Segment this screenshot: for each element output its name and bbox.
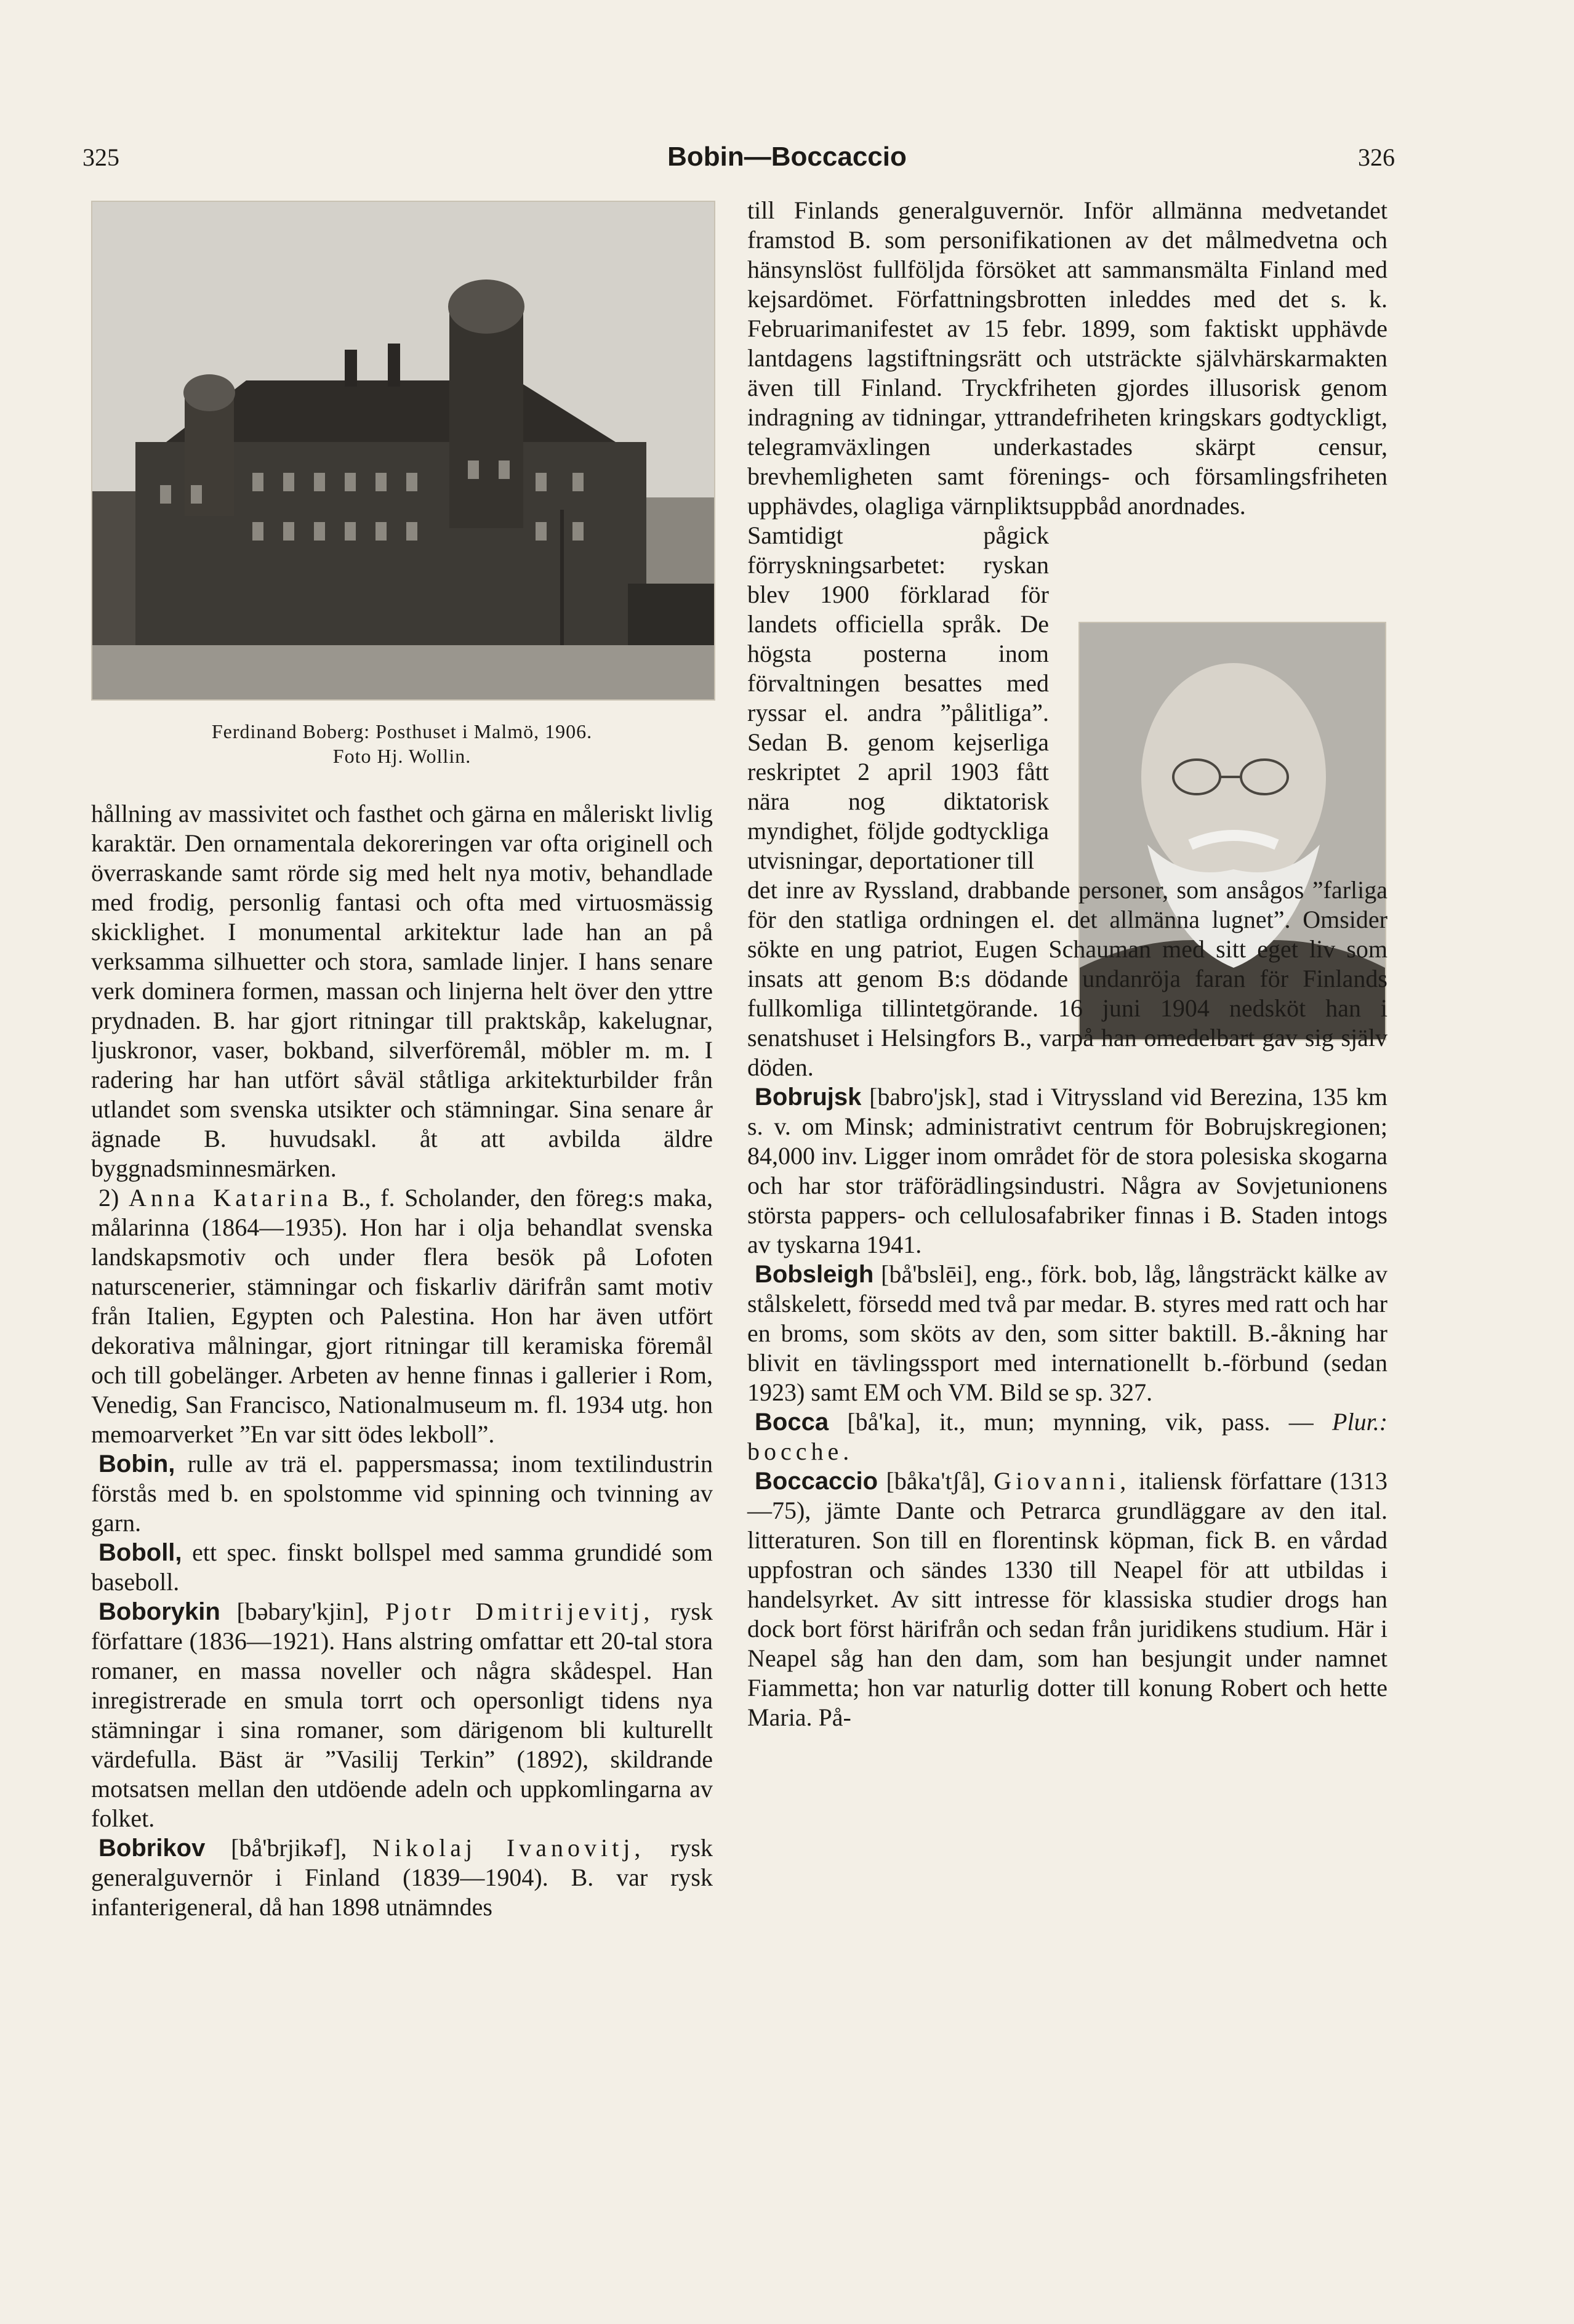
headword: Bocca xyxy=(755,1409,829,1436)
headword: Bobsleigh xyxy=(755,1261,874,1288)
plural-label: Plur.: xyxy=(1332,1408,1388,1436)
entry-boccaccio xyxy=(747,1466,1387,1732)
entry-text: B., f. Scholander, den föreg:s maka, målarinna (1864—1935). Hon har i olja behandlat svenska landskapsmotiv och under flera besök på Lofoten naturscenerier, stämningar och fiskarliv därifrån samt motiv från Italien, Egypten och Palestina. Hon har även utfört dekorativa målningar, gjort ritningar till keramiska föremål och till gobelänger. Arbeten av henne finnas i gallerier i Rom, Venedig, San Francisco, Nationalmuseum m. fl. 1934 utg. hon memoarverket ”En var sitt ödes lekboll”. xyxy=(91,1184,713,1448)
headword: Boborykin xyxy=(98,1598,220,1625)
bobrikov-continuation: till Finlands generalguvernör. Inför allmänna medvetandet framstod B. som personifikationen av det målmedvetna och hänsynslöst fullföljda försöket att sammansmälta Finland med kejsardömet. Författningsbrotten inleddes med det s. k. Februarimanifestet av 15 febr. 1899, som faktiskt upphävde lantdagens lagstiftningsrätt och utsträckte självhärskarmakten även till Finland. Tryckfriheten gjordes illusorisk genom indragning av tidningar, yttrandefriheten kringskars godtyckligt, telegramväxlingen underkastades skärpt censur, brevhemligheten samt förenings- och församlingsfriheten upphävdes, olagliga värnpliktsuppbåd anordnades. xyxy=(747,196,1387,520)
pronunciation: [bå'brjikəf], xyxy=(231,1834,347,1862)
entry-text: [babro'jsk], stad i Vitryssland vid Berezina, 135 km s. v. om Minsk; administrativt centrum för Bobrujskregionen; 84,000 inv. Ligger inom området för de stora polesiska skogarna och har stor träförädlingsindustri. Några av Sovjetunionens största pappers- och cellulosafabriker finnas i B. Staden intogs av tyskarna 1941. xyxy=(747,1083,1388,1258)
entry-text: rysk generalguvernör i Finland (1839—1904). B. var rysk infanterigeneral, då han 1898 utnämndes xyxy=(91,1834,713,1921)
entry-name: Giovanni, xyxy=(994,1467,1131,1495)
page-number-left: 325 xyxy=(82,143,119,171)
bobrikov-beside-portrait: Samtidigt pågick förryskningsarbetet: ryskan blev 1900 förklarad för landets officiella språk. De högsta posterna inom förvaltningen besattes med ryssar el. andra ”pålitliga”. Sedan B. genom kejserliga reskriptet 2 april 1903 fått nära nog diktatorisk myndighet, följde godtyckliga utvisningar, deportationer till xyxy=(747,521,1049,874)
plural-word: bocche. xyxy=(747,1437,854,1465)
headword: Bobin, xyxy=(98,1450,175,1478)
pronunciation: [båka'tʃå], xyxy=(886,1467,986,1495)
headword: Bobrikov xyxy=(98,1835,206,1862)
entry-name: Nikolaj Ivanovitj, xyxy=(372,1834,645,1862)
page-title: Bobin—Boccaccio xyxy=(667,142,907,172)
entry-bobrujsk xyxy=(747,1082,1387,1260)
entry-number: 2) xyxy=(98,1184,119,1212)
building-caption-line2: Foto Hj. Wollin. xyxy=(332,745,472,767)
entry-boboll xyxy=(91,1538,713,1597)
bobrikov-end: det inre av Ryssland, drabbande personer, som ansågos ”farliga för den statliga ordningen el. det allmänna lugnet”. Omsider sökte en ung patriot, Eugen Schauman med sitt eget liv som insats att genom B:s dödande undanröja faran för Finlands fullkomliga tillintetgörande. 16 juni 1904 nedsköt han i senatshuset i Helsingfors B., varpå han omedelbart gav sig själv döden. xyxy=(747,876,1387,1081)
left-column xyxy=(91,799,713,1922)
entry-text: rysk författare (1836—1921). Hans alstring omfattar ett 20-tal stora romaner, en massa noveller och några skådespel. Han inregistrerade en smula torrt och opersonligt tidens nya stämningar i sina romaner, som därigenom bli kulturellt värdefulla. Bäst är ”Vasilij Terkin” (1892), skildrande motsatsen mellan den utdöende adeln och uppkomlingarna av folket. xyxy=(91,1598,713,1832)
building-photo xyxy=(91,201,715,701)
headword: Boboll, xyxy=(98,1539,182,1566)
entry-bobrikov xyxy=(91,1833,713,1922)
entry-text: ett spec. finskt bollspel med samma grundidé som baseboll. xyxy=(91,1538,713,1596)
entry-bobin xyxy=(91,1449,713,1538)
entry-text: rulle av trä el. pappersmassa; inom textilindustrin förstås med b. en spolstomme vid spinning och tvinning av garn. xyxy=(91,1450,713,1537)
entry-boborykin xyxy=(91,1597,713,1833)
entry-text: [bå'bslēi], eng., förk. bob, låg, långsträckt kälke av stålskelett, försedd med två par medar. B. styres med ratt och har en broms, som sköts av den, som sitter baktill. B.-åkning har blivit en tävlingssport med internationellt b.-förbund (sedan 1923) samt EM och VM. Bild se sp. 327. xyxy=(747,1260,1387,1406)
entry-bocca xyxy=(747,1407,1387,1466)
entry-anna-boberg xyxy=(91,1183,713,1449)
building-caption xyxy=(91,719,713,768)
headword: Bobrujsk xyxy=(755,1084,862,1111)
entry-name: Anna Katarina xyxy=(129,1184,333,1212)
headword: Boccaccio xyxy=(755,1468,878,1495)
entry-bobsleigh xyxy=(747,1260,1387,1407)
entry-text: italiensk författare (1313—75), jämte Dante och Petrarca grundläggare av den ital. litteraturen. Son till en florentinsk köpman, fick B. en vårdad uppfostran och sändes 1330 till Neapel för att utbildas i handelsyrket. Av sitt intresse för klassiska studier drogs han dock bort först härifrån och sedan från juridikens studium. Här i Neapel såg han den dam, som han besjungit under namnet Fiammetta; hon var naturlig dotter till konung Robert och hette Maria. På- xyxy=(747,1467,1388,1731)
building-caption-line1: Ferdinand Boberg: Posthuset i Malmö, 1906. xyxy=(211,720,593,742)
right-column xyxy=(747,196,1387,1732)
boberg-continuation: hållning av massivitet och fasthet och gärna en måleriskt livlig karaktär. Den ornamentala dekoreringen var ofta originell och överraskande samt rörde sig med helt nya motiv, behandlade med frodig, personlig fantasi och ofta med virtuosmässig skicklighet. I monumental arkitektur lade han an på verksamma silhuetter och stora, samlade linjer. I hans senare verk dominera formen, massan och linjerna helt över den yttre prydnaden. B. har gjort ritningar till praktskåp, kakelugnar, ljuskronor, vaser, bokband, silverföremål, möbler m. m. I radering har han utfört såväl ståtliga arkitekturbilder från utlandet som svenska utsikter och stämningar. Sina senare år ägnade B. huvudsakl. åt att avbilda äldre byggnadsminnesmärken. xyxy=(91,800,713,1182)
entry-text: [bå'ka], it., mun; mynning, vik, pass. — xyxy=(847,1408,1314,1436)
page-number-right: 326 xyxy=(1358,143,1395,171)
entry-name: Pjotr Dmitrijevitj, xyxy=(385,1598,654,1625)
pronunciation: [bəbary'kjin], xyxy=(236,1598,369,1625)
